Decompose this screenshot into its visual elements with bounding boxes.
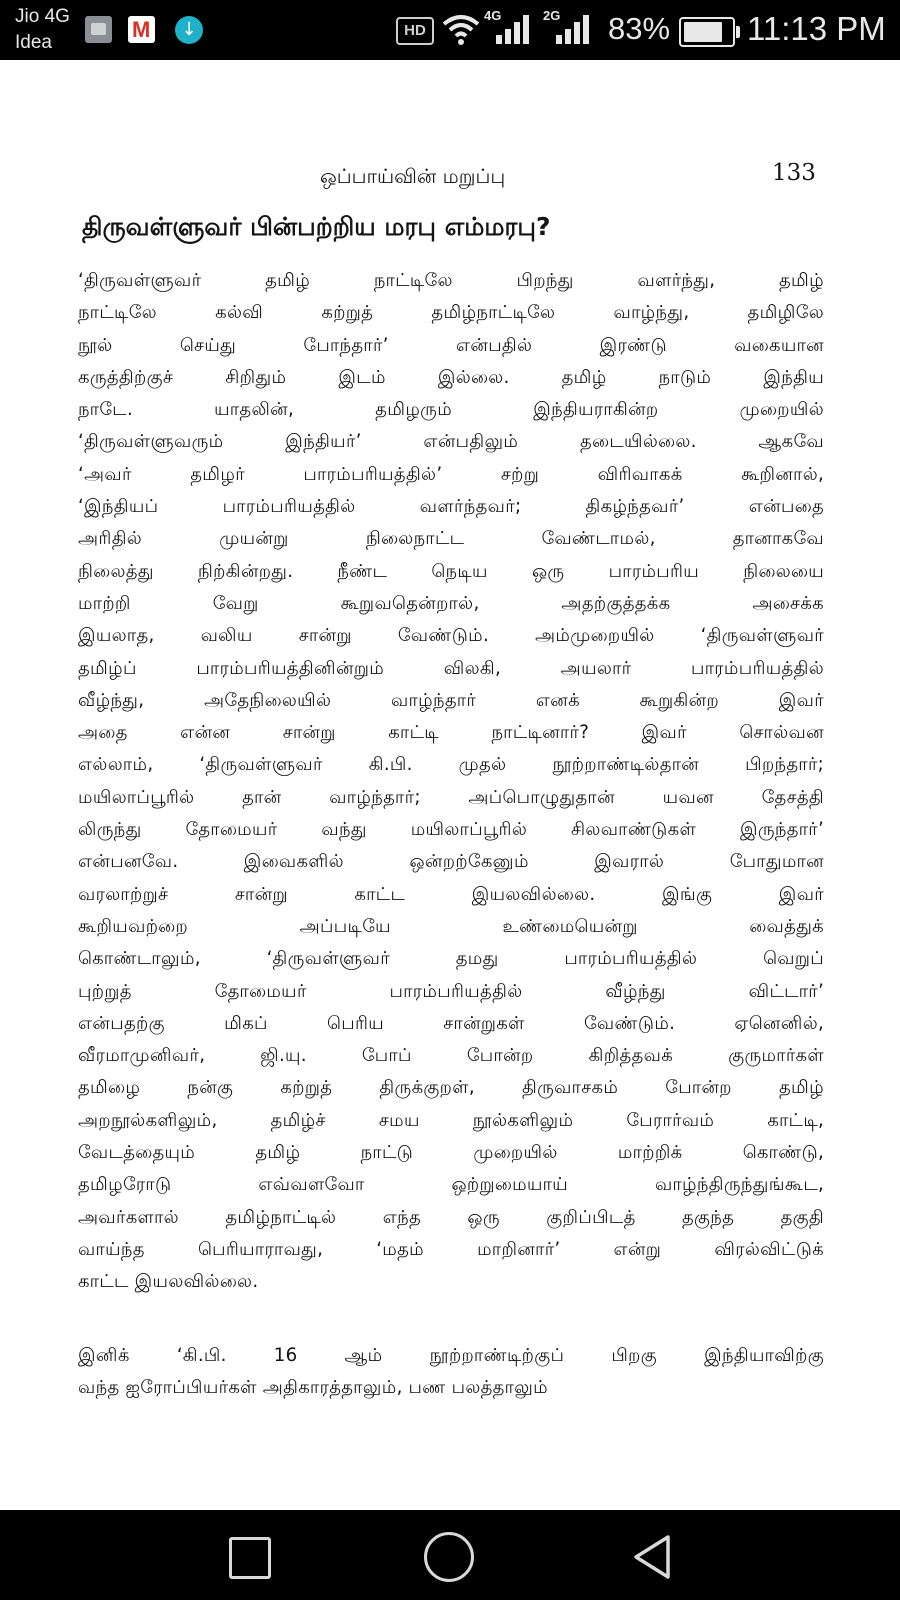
network-1-label: 4G <box>484 8 502 23</box>
clock: 11:13 PM <box>747 10 886 47</box>
hd-badge: HD <box>396 17 434 45</box>
text-line: தமிழ்ப் பாரம்பரியத்தினின்றும் விலகி, அயலார் பாரம்பரியத்தில் <box>78 657 824 679</box>
text-line: கருத்திற்குச் சிறிதும் இடம் இல்லை. தமிழ் நாடும் இந்திய <box>78 366 824 388</box>
text-line: அதை என்ன சான்று காட்டி நாட்டினார்? இவர் சொல்வன <box>78 722 824 744</box>
text-line: எல்லாம், ‘திருவள்ளுவர் கி.பி. முதல் நூற்றாண்டில்தான் பிறந்தார்; <box>78 754 824 776</box>
text-line: என்பதற்கு மிகப் பெரிய சான்றுகள் வேண்டும். ஏனெனில், <box>78 1012 824 1034</box>
text-line: புற்றுத் தோமையர் பாரம்பரியத்தில் வீழ்ந்து விட்டார்’ <box>78 980 824 1002</box>
text-line: நாட்டிலே கல்வி கற்றுத் தமிழ்நாட்டிலே வாழ்ந்து, தமிழிலே <box>78 302 824 324</box>
text-line: அவர்களால் தமிழ்நாட்டில் எந்த ஒரு குறிப்பிடத் தகுந்த தகுதி <box>78 1206 824 1228</box>
text-line: வீரமாமுனிவர், ஜி.யு. போப் போன்ற கிறித்தவக் குருமார்கள் <box>78 1045 824 1067</box>
text-line: மயிலாப்பூரில் தான் வாழ்ந்தார்; அப்பொழுதுதான் யவன தேசத்தி <box>78 786 824 808</box>
text-line: ‘திருவள்ளுவர் தமிழ் நாட்டிலே பிறந்து வளர்ந்து, தமிழ் <box>78 270 824 291</box>
text-line: வாய்ந்த பெரியாராவது, ‘மதம் மாறினார்’ என்று விரல்விட்டுக் <box>78 1238 824 1260</box>
page-number: 133 <box>772 160 816 186</box>
text-line: அறநூல்களிலும், தமிழ்ச் சமய நூல்களிலும் பேரார்வம் காட்டி, <box>78 1109 824 1131</box>
signal-2-icon <box>552 13 590 45</box>
gmail-icon <box>128 16 155 43</box>
download-icon: ↓ <box>175 16 203 44</box>
text-line: மாற்றி வேறு கூறுவதென்றால், அதற்குத்தக்க அசைக்க <box>78 592 824 614</box>
text-line: லிருந்து தோமையர் வந்து மயிலாப்பூரில் சிலவாண்டுகள் இருந்தார்’ <box>78 819 824 841</box>
home-icon[interactable] <box>424 1532 474 1582</box>
document-page[interactable] <box>0 60 900 1510</box>
text-line: தமிழை நன்கு கற்றுத் திருக்குறள், திருவாசகம் போன்ற தமிழ் <box>78 1077 824 1099</box>
text-line: வேடத்தையும் தமிழ் நாட்டு முறையில் மாற்றிக் கொண்டு, <box>78 1142 824 1164</box>
text-line: வீழ்ந்து, அதேநிலையில் வாழ்ந்தார் எனக் கூறுகின்ற இவர் <box>78 689 824 711</box>
text-line: இனிக் ‘கி.பி. 16 ஆம் நூற்றாண்டிற்குப் பிறகு இந்தியாவிற்கு <box>78 1345 824 1366</box>
text-line: அரிதில் முயன்று நிலைநாட்ட வேண்டாமல், தானாகவே <box>78 528 824 550</box>
text-line: தமிழரோடு எவ்வளவோ ஒற்றுமையாய் வாழ்ந்திருந்துங்கூட, <box>78 1174 824 1196</box>
text-line: நாடே. யாதலின், தமிழரும் இந்தியராகின்ற முறையில் <box>78 399 824 421</box>
battery-level-fill <box>684 22 722 42</box>
running-head: ஒப்பாய்வின் மறுப்பு <box>320 164 506 188</box>
network-2-label: 2G <box>543 8 561 23</box>
back-icon[interactable] <box>628 1532 678 1582</box>
battery-icon <box>679 17 735 47</box>
status-bar <box>0 0 900 60</box>
recent-apps-icon[interactable] <box>224 1532 274 1582</box>
text-line: நிலைத்து நிற்கின்றது. நீண்ட நெடிய ஒரு பாரம்பரிய நிலையை <box>78 560 824 582</box>
text-line: காட்ட இயலவில்லை. <box>78 1271 259 1293</box>
text-line: வரலாற்றுச் சான்று காட்ட இயலவில்லை. இங்கு இவர் <box>78 883 824 905</box>
text-line: வந்த ஐரோப்பியர்கள் அதிகாரத்தாலும், பண பலத்தாலும் <box>78 1377 548 1399</box>
text-line: ‘திருவள்ளுவரும் இந்தியர்’ என்பதிலும் தடையில்லை. ஆகவே <box>78 431 824 453</box>
gallery-icon <box>85 16 112 43</box>
signal-1-icon <box>492 13 530 45</box>
text-line: ‘அவர் தமிழர் பாரம்பரியத்தில்’ சற்று விரிவாகக் கூறினால், <box>78 463 824 485</box>
paragraph-1 <box>78 265 824 1299</box>
battery-percent: 83% <box>608 11 671 46</box>
text-line: கொண்டாலும், ‘திருவள்ளுவர் தமது பாரம்பரியத்தில் வெறுப் <box>78 948 824 970</box>
wifi-icon <box>442 14 480 46</box>
text-line: என்பனவே. இவைகளில் ஒன்றற்கேனும் இவரால் போதுமான <box>78 851 824 873</box>
text-line: கூறியவற்றை அப்படியே உண்மையென்று வைத்துக் <box>78 915 824 937</box>
carrier-label <box>15 4 70 56</box>
paragraph-2 <box>78 1340 824 1405</box>
section-heading: திருவள்ளுவர் பின்பற்றிய மரபு எம்மரபு? <box>82 212 551 241</box>
carrier-line-2: Idea <box>15 32 52 53</box>
text-line: நூல் செய்து போந்தார்’ என்பதில் இரண்டு வகையான <box>78 334 824 356</box>
navigation-bar <box>0 1510 900 1600</box>
text-line: ‘இந்தியப் பாரம்பரியத்தில் வளர்ந்தவர்; திகழ்ந்தவர்’ என்பதை <box>78 496 824 518</box>
text-line: இயலாத, வலிய சான்று வேண்டும். அம்முறையில் ‘திருவள்ளுவர் <box>78 625 824 647</box>
carrier-line-1: Jio 4G <box>15 6 70 27</box>
